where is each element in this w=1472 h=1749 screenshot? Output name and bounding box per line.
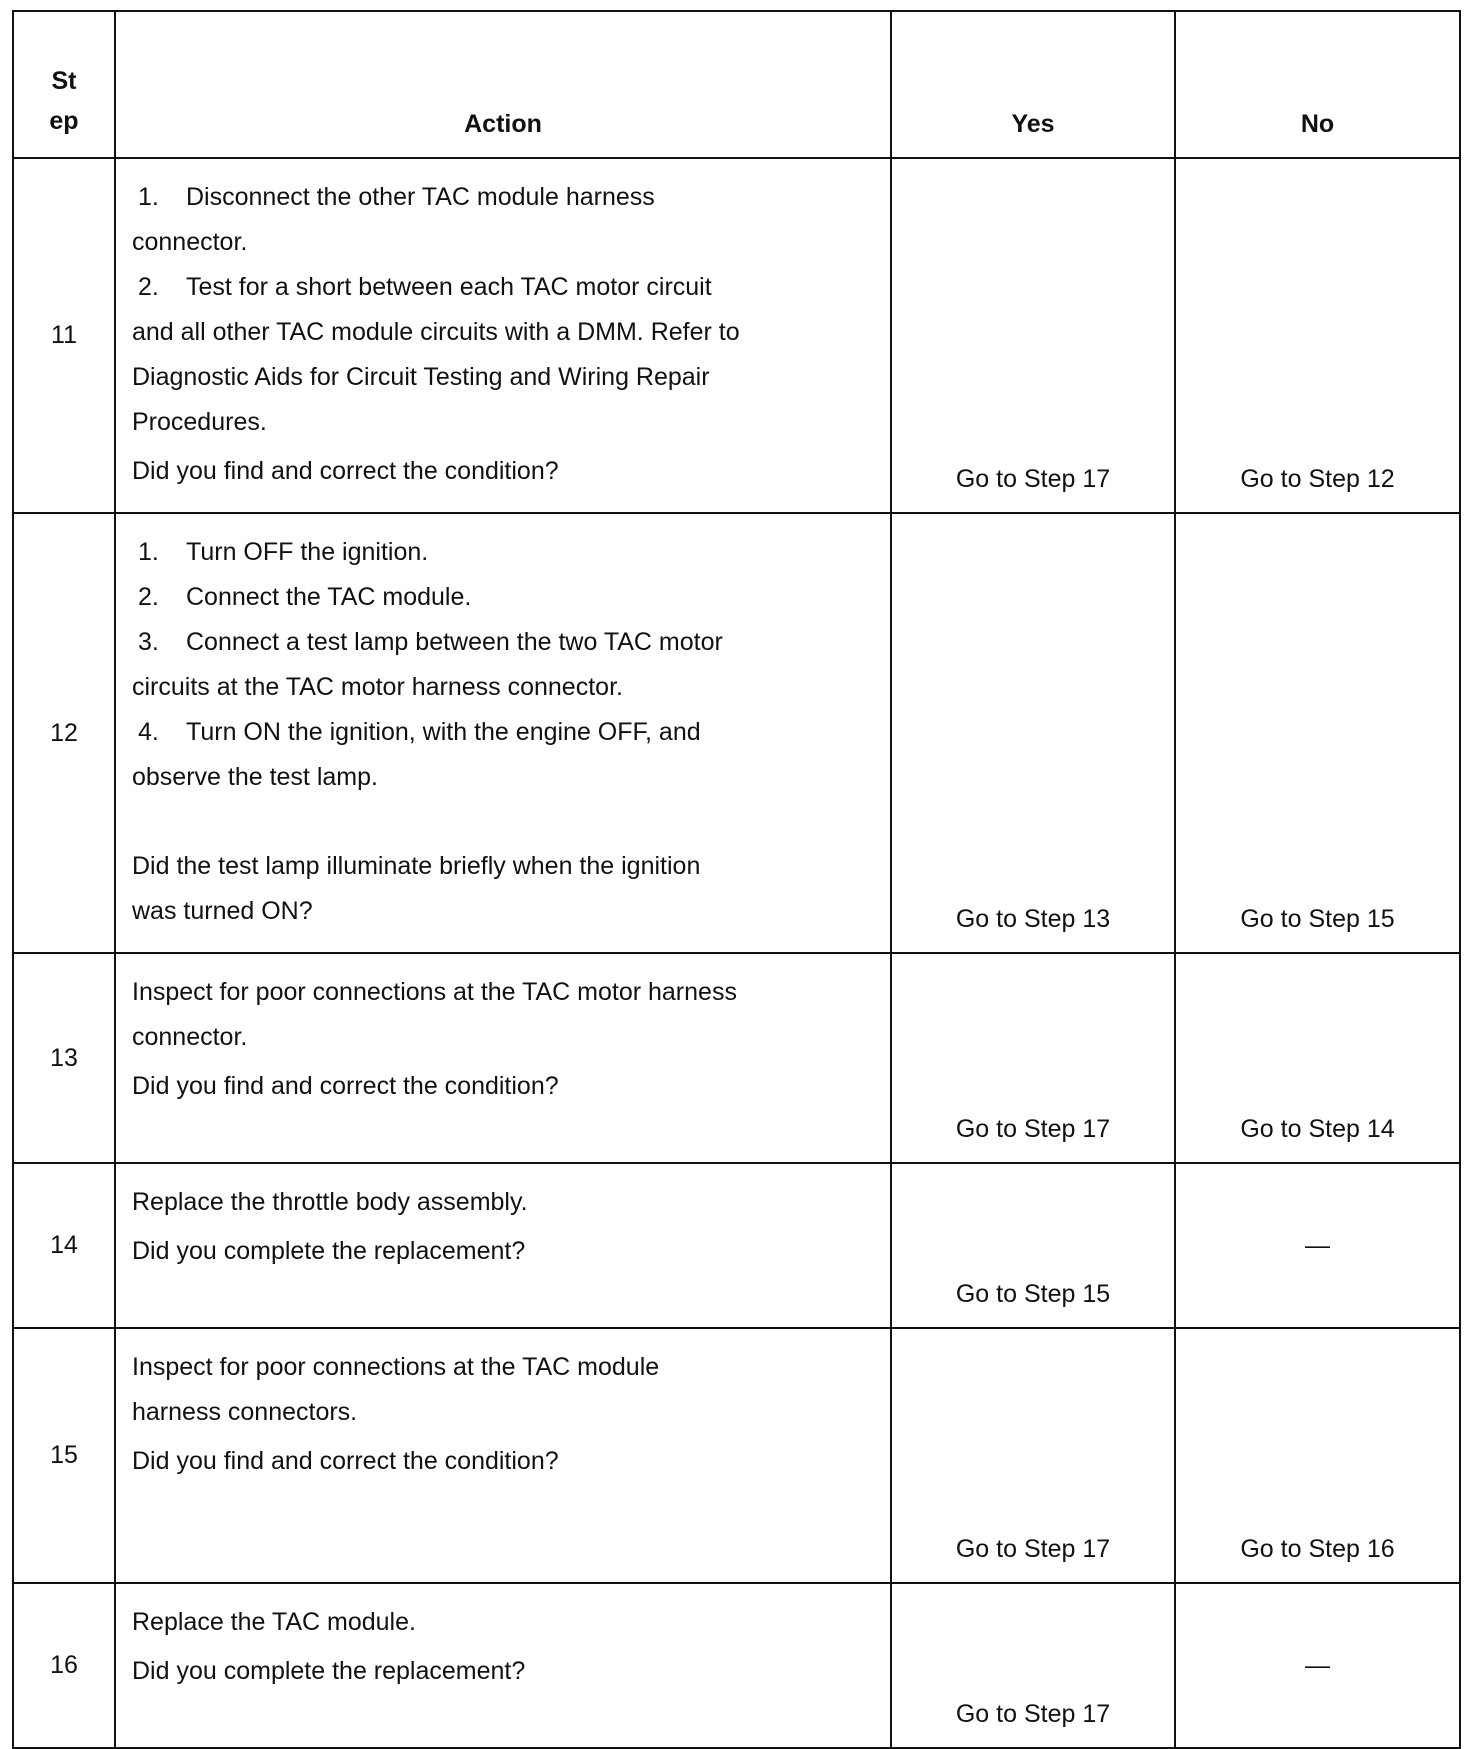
yes-goto: Go to Step 15 xyxy=(955,1280,1111,1308)
step-item-number: 1. xyxy=(138,183,159,211)
table-row xyxy=(13,953,1460,1163)
action-line: 1. Disconnect the other TAC module harness xyxy=(132,175,872,220)
no-cell xyxy=(1175,1328,1460,1583)
action-question: Did you find and correct the condition? xyxy=(132,1447,559,1475)
header-action: Action xyxy=(115,11,891,158)
action-question: Did the test lamp illuminate briefly when the ignition was turned ON? xyxy=(132,852,701,925)
no-goto: Go to Step 12 xyxy=(1240,465,1395,493)
action-line: 2. Test for a short between each TAC motor circuit xyxy=(132,265,872,310)
action-cell xyxy=(115,953,891,1163)
no-cell xyxy=(1175,513,1460,953)
no-cell xyxy=(1175,158,1460,513)
yes-goto: Go to Step 13 xyxy=(955,905,1111,933)
yes-goto: Go to Step 17 xyxy=(955,465,1111,493)
action-question: Did you find and correct the condition? xyxy=(132,457,559,485)
yes-goto: Go to Step 17 xyxy=(955,1700,1111,1728)
action-question: Did you complete the replacement? xyxy=(132,1657,526,1685)
step-item-number: 3. xyxy=(138,628,159,656)
table-row xyxy=(13,1583,1460,1748)
yes-cell xyxy=(891,158,1175,513)
header-step: St ep xyxy=(13,11,115,158)
step-item-number: 1. xyxy=(138,538,159,566)
no-cell xyxy=(1175,953,1460,1163)
table-row xyxy=(13,1163,1460,1328)
header-yes: Yes xyxy=(891,11,1175,158)
step-number: 12 xyxy=(13,513,115,953)
action-line: connector. xyxy=(132,1023,248,1051)
spacer xyxy=(132,800,872,840)
action-line: 1. Turn OFF the ignition. xyxy=(132,530,872,575)
action-line: and all other TAC module circuits with a DMM. Refer to xyxy=(132,318,740,346)
header-row xyxy=(13,11,1460,158)
action-line: Diagnostic Aids for Circuit Testing and Wiring Repair xyxy=(132,363,710,391)
action-line: circuits at the TAC motor harness connector. xyxy=(132,673,623,701)
no-goto: Go to Step 15 xyxy=(1240,905,1395,933)
step-item-number: 4. xyxy=(138,718,159,746)
step-number: 11 xyxy=(13,158,115,513)
step-number: 15 xyxy=(13,1328,115,1583)
yes-cell xyxy=(891,513,1175,953)
yes-cell xyxy=(891,1163,1175,1328)
action-cell xyxy=(115,1583,891,1748)
action-line: Inspect for poor connections at the TAC motor harness xyxy=(132,978,737,1006)
diagnostic-table xyxy=(12,10,1461,1749)
table-row xyxy=(13,513,1460,953)
diagnostic-table-container xyxy=(12,10,1459,1749)
action-line: Replace the throttle body assembly. xyxy=(132,1188,528,1216)
step-item-number: 2. xyxy=(138,273,159,301)
action-question: Did you complete the replacement? xyxy=(132,1237,526,1265)
yes-goto: Go to Step 17 xyxy=(955,1535,1111,1563)
table-row xyxy=(13,158,1460,513)
action-line: 2. Connect the TAC module. xyxy=(132,575,872,620)
action-cell xyxy=(115,1328,891,1583)
action-question: Did you find and correct the condition? xyxy=(132,1072,559,1100)
no-dash: — xyxy=(1305,1231,1330,1259)
step-number: 16 xyxy=(13,1583,115,1748)
no-goto: Go to Step 16 xyxy=(1240,1535,1395,1563)
action-cell xyxy=(115,1163,891,1328)
action-line: connector. xyxy=(132,228,248,256)
action-line: 3. Connect a test lamp between the two TAC motor xyxy=(132,620,872,665)
action-cell xyxy=(115,158,891,513)
action-line: harness connectors. xyxy=(132,1398,358,1426)
no-dash: — xyxy=(1305,1651,1330,1679)
no-cell xyxy=(1175,1163,1460,1328)
table-row xyxy=(13,1328,1460,1583)
step-number: 14 xyxy=(13,1163,115,1328)
action-cell xyxy=(115,513,891,953)
yes-goto: Go to Step 17 xyxy=(955,1115,1111,1143)
step-item-number: 2. xyxy=(138,583,159,611)
no-cell xyxy=(1175,1583,1460,1748)
action-line: 4. Turn ON the ignition, with the engine OFF, and xyxy=(132,710,872,755)
action-line: observe the test lamp. xyxy=(132,763,378,791)
yes-cell xyxy=(891,1583,1175,1748)
step-number: 13 xyxy=(13,953,115,1163)
yes-cell xyxy=(891,953,1175,1163)
action-line: Inspect for poor connections at the TAC module xyxy=(132,1353,660,1381)
header-no: No xyxy=(1175,11,1460,158)
action-line: Replace the TAC module. xyxy=(132,1608,416,1636)
action-line: Procedures. xyxy=(132,408,267,436)
yes-cell xyxy=(891,1328,1175,1583)
no-goto: Go to Step 14 xyxy=(1240,1115,1395,1143)
